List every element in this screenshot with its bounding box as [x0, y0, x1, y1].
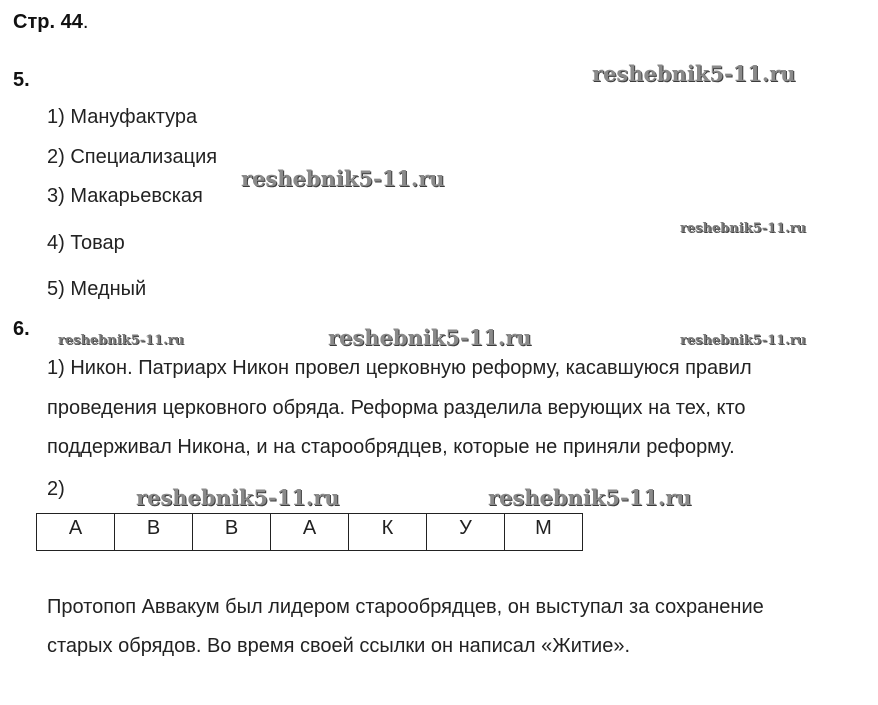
- task-6-part1-line-1: 1) Никон. Патриарх Никон провел церковную реформу, касавшуюся правил: [47, 357, 752, 379]
- task-6-part2-label: 2): [47, 478, 65, 500]
- watermark-text: reshebnik5-11.ru: [58, 333, 185, 348]
- answer-cell-6: У: [427, 514, 505, 551]
- task-5-number: 5.: [13, 69, 30, 91]
- watermark-text: reshebnik5-11.ru: [136, 485, 340, 510]
- watermark-text: reshebnik5-11.ru: [241, 166, 445, 191]
- answer-cell-3: В: [193, 514, 271, 551]
- watermark-text: reshebnik5-11.ru: [592, 61, 796, 86]
- task-5-item-4: 4) Товар: [47, 232, 125, 254]
- watermark-text: reshebnik5-11.ru: [488, 485, 692, 510]
- watermark-text: reshebnik5-11.ru: [328, 325, 532, 350]
- answer-cell-4: А: [271, 514, 349, 551]
- task-5-item-3: 3) Макарьевская: [47, 185, 203, 207]
- task-6-part1-line-2: проведения церковного обряда. Реформа разделила верующих на тех, кто: [47, 397, 746, 419]
- task-5-item-5: 5) Медный: [47, 278, 147, 300]
- page-number: Стр. 44: [13, 11, 83, 33]
- answer-cell-5: К: [349, 514, 427, 551]
- task-6-conclusion-line-2: старых обрядов. Во время своей ссылки он написал «Житие».: [47, 635, 631, 657]
- task-5-item-2: 2) Специализация: [47, 146, 218, 168]
- task-6-number: 6.: [13, 318, 30, 340]
- answer-cell-2: В: [115, 514, 193, 551]
- answer-cell-1: А: [37, 514, 115, 551]
- task-6-conclusion-line-1: Протопоп Аввакум был лидером старообрядцев, он выступал за сохранение: [47, 596, 764, 618]
- answer-letter-row: [37, 514, 583, 551]
- watermark-text: reshebnik5-11.ru: [680, 221, 807, 236]
- page-title: [13, 11, 88, 34]
- watermark-text: reshebnik5-11.ru: [680, 333, 807, 348]
- task-6-part1-line-3: поддерживал Никона, и на старообрядцев, которые не приняли реформу.: [47, 436, 735, 458]
- page-title-dot: .: [82, 11, 89, 33]
- answer-letter-table: [36, 513, 583, 551]
- task-5-item-1: 1) Мануфактура: [47, 106, 198, 128]
- answer-cell-7: М: [505, 514, 583, 551]
